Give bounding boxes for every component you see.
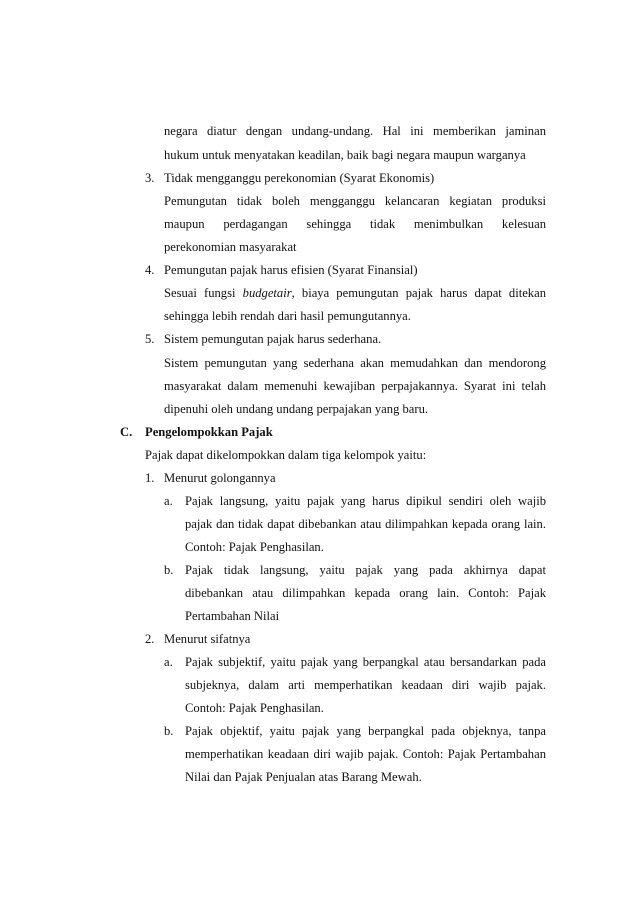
sub-list-letter: b. bbox=[164, 724, 174, 738]
text-fragment: , biaya pemungutan pajak harus dapat ditekan bbox=[291, 286, 546, 300]
body-text-line: pajak dan tidak dapat dibebankan atau dilimpahkan kepada orang lain. bbox=[185, 517, 546, 531]
list-number: 5. bbox=[145, 332, 155, 346]
body-text-line: Nilai dan Pajak Penjualan atas Barang Mewah. bbox=[185, 770, 422, 784]
list-item-title: Menurut golongannya bbox=[164, 471, 276, 485]
body-text-line: maupun perdagangan sehingga tidak menimbulkan kelesuan bbox=[164, 217, 546, 231]
body-text-line: Pajak objektif, yaitu pajak yang berpangkal pada objeknya, tanpa bbox=[185, 724, 546, 738]
sub-list-letter: b. bbox=[164, 563, 174, 577]
body-text-line: dipenuhi oleh undang undang perpajakan yang baru. bbox=[164, 402, 429, 416]
body-text-line: Pajak subjektif, yaitu pajak yang berpangkal atau bersandarkan pada bbox=[185, 655, 546, 669]
body-text-line: memperhatikan keadaan diri wajib pajak. Contoh: Pajak Pertambahan bbox=[185, 747, 546, 761]
section-letter: C. bbox=[120, 425, 133, 439]
body-text-line: dibebankan atau dilimpahkan kepada orang lain. Contoh: Pajak bbox=[185, 586, 546, 600]
list-number: 3. bbox=[145, 171, 155, 185]
body-text-line: sehingga lebih rendah dari hasil pemungutannya. bbox=[164, 309, 411, 323]
body-text-line: negara diatur dengan undang-undang. Hal ini memberikan jaminan bbox=[164, 124, 546, 138]
sub-list-letter: a. bbox=[164, 655, 173, 669]
body-text-line: Pertambahan Nilai bbox=[185, 609, 280, 623]
text-fragment: Sesuai fungsi bbox=[164, 286, 243, 300]
list-item-title: Pemungutan pajak harus efisien (Syarat Finansial) bbox=[164, 263, 418, 277]
body-text-line: Pajak tidak langsung, yaitu pajak yang pada akhirnya dapat bbox=[185, 563, 546, 577]
section-intro: Pajak dapat dikelompokkan dalam tiga kelompok yaitu: bbox=[145, 448, 427, 462]
body-text-line: Sistem pemungutan yang sederhana akan memudahkan dan mendorong bbox=[164, 356, 546, 370]
body-text-line: Contoh: Pajak Penghasilan. bbox=[185, 701, 324, 715]
body-text-line: masyarakat dalam memenuhi kewajiban perpajakannya. Syarat ini telah bbox=[164, 379, 546, 393]
body-text-line: Pajak langsung, yaitu pajak yang harus dipikul sendiri oleh wajib bbox=[185, 494, 546, 508]
list-item-title: Sistem pemungutan pajak harus sederhana. bbox=[164, 332, 382, 346]
list-item-title: Tidak mengganggu perekonomian (Syarat Ekonomis) bbox=[164, 171, 435, 185]
body-text-line: perekonomian masyarakat bbox=[164, 240, 297, 254]
list-number: 2. bbox=[145, 632, 155, 646]
section-heading: Pengelompokkan Pajak bbox=[145, 425, 273, 439]
body-text-line: Pemungutan tidak boleh mengganggu kelancaran kegiatan produksi bbox=[164, 194, 546, 208]
sub-list-letter: a. bbox=[164, 494, 173, 508]
italic-term: budgetair bbox=[242, 286, 292, 300]
body-text-line: Contoh: Pajak Penghasilan. bbox=[185, 540, 324, 554]
list-number: 1. bbox=[145, 471, 155, 485]
body-text-line bbox=[164, 285, 546, 301]
list-item-title: Menurut sifatnya bbox=[164, 632, 251, 646]
body-text-line: hukum untuk menyatakan keadilan, baik bagi negara maupun warganya bbox=[164, 148, 526, 162]
list-number: 4. bbox=[145, 263, 155, 277]
body-text-line: subjeknya, dalam arti memperhatikan keadaan diri wajib pajak. bbox=[185, 678, 546, 692]
